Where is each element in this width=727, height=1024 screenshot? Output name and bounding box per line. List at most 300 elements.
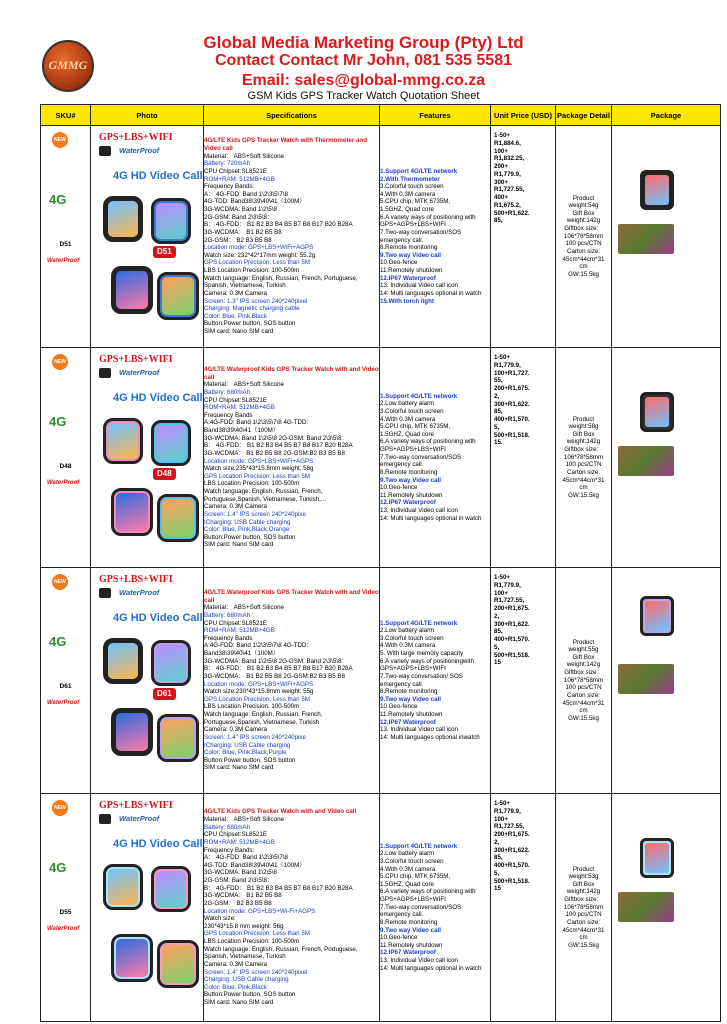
feature-item: 8.Remote monitoring bbox=[380, 468, 438, 476]
price-tier: 200+R1,675. bbox=[494, 831, 530, 838]
price-tier: 500+R1,622. bbox=[494, 209, 530, 217]
feature-item: 11.Remotely shutdown bbox=[380, 491, 443, 499]
package-detail-line: 106*78*58mm bbox=[563, 453, 604, 461]
watch-screen bbox=[645, 175, 669, 205]
price-tier: 400+R1,570. bbox=[494, 862, 530, 869]
price-tier: 5, bbox=[494, 423, 500, 431]
spec-line: Battery: 680mAh bbox=[204, 823, 251, 831]
feature-item: 7.Two-way conversation/ SOS emergency call. bbox=[380, 672, 463, 688]
feature-item: 1.5GHZ, Quad core bbox=[380, 430, 434, 438]
feature-item: 6.A variety ways of positioningwith GPS+AGPS+LBS+WIFI bbox=[380, 657, 474, 673]
spec-line: Frequency Bands: bbox=[204, 846, 255, 854]
feature-item: 8.Remote monitoring bbox=[380, 244, 438, 252]
table-row bbox=[41, 126, 721, 348]
company-name: Global Media Marketing Group (Pty) Ltd bbox=[203, 33, 524, 52]
feature-item: 2.With Thermometer bbox=[380, 175, 440, 183]
gift-box-image bbox=[618, 446, 674, 476]
feature-item: 4.With 0.3M camera bbox=[380, 415, 436, 423]
spec-line: SIM card: Nano SIM card bbox=[204, 999, 274, 1006]
package-detail-line: Product bbox=[572, 638, 595, 646]
spec-line: Button:Power button, SOS button bbox=[204, 756, 296, 764]
package-detail-cell bbox=[556, 568, 612, 794]
spec-line: 3G-WCDMA： B1 B2 B5 B8 2G-GSM:B2 B3 B5 B8 bbox=[204, 672, 345, 680]
camera-icon bbox=[99, 146, 111, 156]
spec-line: Battery: 680mAh bbox=[204, 611, 251, 619]
package-detail-line: Carton size: bbox=[566, 691, 600, 699]
col-header-package-detail: Package Detail bbox=[556, 105, 612, 126]
feature-item: 5.CPU chip, MTK 6735M, bbox=[380, 873, 451, 881]
spec-line: B： 4G-FDD： B1 B2 B3 B4 B5 B7 B8 B17 B20 B28A bbox=[204, 221, 353, 229]
feature-item: 2.Low battery alarm bbox=[380, 400, 435, 408]
spec-line: Watch size:235*43*15.8mm weight: 58g bbox=[204, 465, 314, 473]
package-detail-line: 100 pcs/CTN bbox=[565, 240, 602, 248]
spec-line: 3G-WCDMA: Band 1\2\5\8 bbox=[204, 869, 277, 877]
price-tier: 5, bbox=[494, 869, 500, 877]
new-badge: NEW bbox=[52, 574, 68, 590]
watch-image bbox=[157, 940, 199, 988]
package-detail-line: 100 pcs/CTN bbox=[565, 461, 602, 469]
model-tag: D51 bbox=[153, 246, 176, 258]
feature-item: 3.Colorful touch screen bbox=[380, 407, 444, 415]
package-detail-line: Product bbox=[572, 865, 595, 873]
spec-line: 4G-TDD: Band38\39\40\41（100M） bbox=[204, 861, 306, 869]
new-badge: NEW bbox=[52, 132, 68, 148]
video-call-label: 4G HD Video Call bbox=[113, 612, 203, 624]
spec-line: 230*43*15.8 mm weight: 56g bbox=[204, 922, 284, 930]
price-tier: 15 bbox=[494, 659, 501, 667]
sku-code: D61 bbox=[59, 683, 72, 690]
watch-screen bbox=[162, 719, 194, 757]
price-tier: 400+R1,570. bbox=[494, 636, 530, 643]
specifications-cell bbox=[204, 126, 380, 348]
spec-line: ROM+RAM: 512MB+4GB bbox=[204, 404, 275, 412]
spec-title: 4G/LTE Waterproof Kids GPS Tracker Watch with and Video call bbox=[204, 589, 379, 604]
price-tier: 1-50+ bbox=[494, 354, 510, 361]
watch-image bbox=[103, 196, 143, 242]
col-header-package: Package bbox=[612, 105, 721, 126]
package-detail-cell bbox=[556, 348, 612, 568]
product-photo bbox=[91, 126, 204, 348]
col-header-sku: SKU# bbox=[41, 105, 91, 126]
spec-line: Watch size:230*43*15.8mm weight: 55g bbox=[204, 688, 314, 696]
feature-item: 6.A variety ways of positioning with GPS+AGPS+LBS+WIFI bbox=[380, 888, 476, 904]
package-detail-line: Carton size: bbox=[566, 468, 600, 476]
spec-line: B： 4G-FDD： B1 B2 B3 B4 B5 B7 B8 B17 B20 B28A bbox=[204, 442, 353, 450]
network-4g-label: 4G bbox=[49, 860, 67, 875]
feature-item: 13. Individual Video call icon bbox=[380, 282, 458, 290]
col-header-unit-price: Unit Price (USD) bbox=[491, 105, 556, 126]
spec-line: Location mode: GPS+LBS+WiFi+AGPS bbox=[204, 457, 314, 465]
spec-line: Band38\39\40\41（100M） bbox=[204, 427, 279, 434]
watch-screen bbox=[162, 499, 194, 537]
sku-cell bbox=[41, 348, 91, 568]
package-detail-line: 100 pcs/CTN bbox=[565, 911, 602, 919]
spec-line: ROM+RAM: 512MB+4GB bbox=[204, 627, 275, 635]
watch-image bbox=[151, 198, 191, 244]
spec-line: Color: Blue, Pink,Black,Orange bbox=[204, 526, 290, 534]
spec-line: A： 4G-FDD: Band 1\2\3\5\7\8 bbox=[204, 854, 288, 862]
price-tier: 300+R1,622. bbox=[494, 846, 530, 854]
price-tier: 400+ bbox=[494, 194, 508, 201]
table-row bbox=[41, 348, 721, 568]
unit-price-cell bbox=[491, 348, 556, 568]
feature-item: 1.Support 4G/LTE network bbox=[380, 167, 458, 175]
spec-line: Color: Blue, Pink,Black bbox=[204, 983, 267, 991]
package-detail-line: Carton size: bbox=[566, 918, 600, 926]
network-4g-label: 4G bbox=[49, 634, 67, 649]
table-header-row bbox=[41, 105, 721, 126]
spec-line: Charging: USB Cable charging bbox=[204, 976, 289, 984]
price-tier: 200+R1,675. bbox=[494, 385, 530, 392]
spec-line: A:4G-FDD: Band 1\2\3\5\7\8 4G-TDD: bbox=[204, 419, 309, 427]
col-header-features: Features bbox=[380, 105, 491, 126]
spec-line: Watch language: English, Russian, French, Portuguese, Spanish, Vietnamese, Turkish bbox=[204, 274, 358, 290]
price-tier: R1,727.55, bbox=[494, 597, 525, 605]
spec-line: Material： ABS+Soft Silicone bbox=[204, 381, 284, 389]
waterproof-logo: WaterProof bbox=[47, 700, 80, 706]
package-detail-line: cm bbox=[579, 934, 588, 942]
watch-screen bbox=[156, 425, 186, 461]
spec-line: Battery: 720mAh bbox=[204, 160, 251, 168]
watch-image bbox=[640, 596, 674, 636]
spec-line: A： 4G-FDD: Band 1\2\3\5\7\8 bbox=[204, 190, 288, 198]
spec-line: Camera: 0.3M Camera bbox=[204, 289, 267, 297]
feature-item: 12.IP67 Waterproof bbox=[380, 499, 436, 507]
spec-line: Frequency Bands: bbox=[204, 183, 255, 191]
package-detail-line: weight:142g bbox=[566, 438, 601, 446]
spec-line: Frequency Bands bbox=[204, 411, 253, 419]
package-detail-line: 45cm*44cm*31 bbox=[562, 476, 605, 484]
spec-line: Watch size: 232*42*17mm weight: 55.2g bbox=[204, 251, 316, 259]
price-tier: 200+ bbox=[494, 163, 508, 170]
waterproof-label: WaterProof bbox=[119, 588, 160, 597]
quotation-table bbox=[40, 104, 721, 1022]
price-tier: R1,727.55, bbox=[494, 186, 525, 194]
feature-item: 14: Multi languages optional in watch bbox=[380, 514, 482, 522]
watch-image bbox=[111, 708, 153, 756]
price-tier: 100+ bbox=[494, 815, 508, 823]
spec-line: 3G-WCDMA： B1 B2 B5 B8 bbox=[204, 892, 282, 900]
waterproof-label: WaterProof bbox=[119, 814, 160, 823]
package-detail-cell bbox=[556, 794, 612, 1022]
spec-line: Charging: Magnetic charging cable bbox=[204, 305, 300, 313]
package-detail-line: Gift Box bbox=[572, 880, 595, 888]
gift-box-image bbox=[618, 224, 674, 254]
new-badge: NEW bbox=[52, 354, 68, 370]
sku-cell bbox=[41, 126, 91, 348]
video-call-label: 4G HD Video Call bbox=[113, 392, 203, 404]
package-detail-line: 100 pcs/CTN bbox=[565, 684, 602, 692]
feature-item: 1.5GHZ, Quad core bbox=[380, 880, 434, 888]
watch-image bbox=[103, 638, 143, 684]
feature-item: 12.IP67 Waterproof bbox=[380, 949, 436, 957]
spec-line: Color: Blue, Pink,Black bbox=[204, 312, 267, 320]
feature-item: 1.Support 4G/LTE network bbox=[380, 842, 458, 850]
spec-line: 2G-GSM: Band 2\3\5\8： bbox=[204, 877, 274, 884]
package-detail-line: GW:15.5kg bbox=[568, 491, 599, 499]
spec-line: LBS Location Precision: 100-500m bbox=[204, 703, 300, 711]
feature-item: 11.Remotely shutdown bbox=[380, 711, 443, 718]
spec-line: 2G-GSM: Band 2\3\5\8： bbox=[204, 213, 274, 221]
package-detail-line: weight:54g bbox=[568, 202, 599, 210]
watch-image bbox=[157, 494, 199, 542]
price-tier: 2, bbox=[494, 392, 500, 400]
spec-line: Material： ABS+Soft Silicone bbox=[204, 152, 284, 160]
spec-line: 3G-WCDMA: Band 1\2\5\8 bbox=[204, 206, 277, 213]
spec-line: LBS Location Precision: 100-500m bbox=[204, 267, 300, 274]
unit-price-cell bbox=[491, 126, 556, 348]
feature-item: 5.CPU chip, MTK 6735M, bbox=[380, 423, 451, 431]
model-tag: D48 bbox=[153, 468, 176, 480]
spec-line: Screen: 1.4" IPS screen 240*240pixel bbox=[204, 968, 308, 976]
sheet-title: GSM Kids GPS Tracker Watch Quotation Sheet bbox=[247, 90, 480, 102]
package-image bbox=[612, 794, 721, 1022]
feature-item: 8.Remote monitoring bbox=[380, 918, 438, 926]
spec-line: LBS Location Precision: 100-500m bbox=[204, 938, 300, 945]
spec-line: GPS Location Precision: Less than 5M bbox=[204, 472, 310, 480]
email-line: Email: sales@global-mmg.co.za bbox=[241, 72, 486, 89]
spec-line: ROM+RAM: 512MB+4GB bbox=[204, 838, 275, 846]
spec-line: GPS Location Precision: Less than 5M bbox=[204, 259, 310, 267]
price-tier: R1,727.55, bbox=[494, 823, 525, 831]
watch-screen bbox=[645, 397, 669, 427]
camera-icon bbox=[99, 368, 111, 378]
features-cell bbox=[380, 568, 491, 794]
feature-item: 15.With torch light bbox=[380, 297, 434, 305]
spec-line: Watch language: English, Russian, French, Portuguese,Spanish, Vietnamese, Turkish bbox=[204, 711, 323, 726]
package-detail-line: Product bbox=[572, 194, 595, 202]
feature-item: 6.A variety ways of positioning with GPS+AGPS+LBS+WIFI bbox=[380, 213, 476, 229]
package-detail-line: weight:55g bbox=[568, 646, 599, 654]
feature-item: 14: Multi languages optional in watch bbox=[380, 964, 482, 972]
waterproof-logo: WaterProof bbox=[47, 480, 80, 486]
package-detail-line: Carton size: bbox=[566, 247, 600, 255]
package-detail-line: weight:142g bbox=[566, 217, 601, 225]
feature-item: 10.Geo-fence bbox=[380, 484, 418, 492]
watch-screen bbox=[162, 277, 194, 315]
package-image bbox=[612, 568, 721, 794]
price-tier: 2, bbox=[494, 612, 500, 620]
features-cell bbox=[380, 794, 491, 1022]
video-call-label: 4G HD Video Call bbox=[113, 838, 203, 850]
gift-box-image bbox=[618, 664, 674, 694]
feature-item: 11.Remotely shutdown bbox=[380, 267, 443, 274]
package-detail-line: GW:15.5kg bbox=[568, 941, 599, 949]
gift-box-image bbox=[618, 892, 674, 922]
watch-image bbox=[111, 266, 153, 314]
spec-line: LBS Location Precision: 100-500m bbox=[204, 480, 300, 488]
spec-line: 3G-WCDMA： B1 B2 B5 B8 2G-GSM:B2 B3 B5 B8 bbox=[204, 449, 345, 457]
watch-screen bbox=[116, 493, 148, 531]
price-tier: 100+ bbox=[494, 589, 508, 597]
model-tag: D61 bbox=[153, 688, 176, 700]
unit-price-cell bbox=[491, 568, 556, 794]
price-tier: 100+R1,727. bbox=[494, 369, 530, 377]
price-tier: 1-50+ bbox=[494, 132, 510, 139]
spec-line: 3G-WCDMA: Band 1\2\5\8 2G-GSM: Band 2\3\5\8： bbox=[204, 657, 348, 665]
feature-item: 4.With 0.3M camera bbox=[380, 190, 436, 198]
feature-item: 1.5GHZ, Quad core bbox=[380, 206, 434, 213]
feature-item: 4.With 0.3M camera bbox=[380, 865, 436, 873]
feature-item: 6.A variety ways of positioning with GPS+AGPS+LBS+WIFI bbox=[380, 438, 476, 454]
logo-text: GMMG bbox=[48, 58, 88, 72]
watch-image bbox=[640, 838, 674, 878]
package-detail-line: Giftbox size： bbox=[564, 225, 603, 233]
feature-item: 10.Geo-fence bbox=[380, 703, 418, 711]
spec-line: Screen: 1.3" IPS screen 240*240pixel bbox=[204, 297, 308, 305]
feature-item: 1.Support 4G/LTE network bbox=[380, 392, 458, 400]
spec-line: GPS Location Precision: Less than 5M bbox=[204, 695, 310, 703]
price-tier: R1,675.2, bbox=[494, 201, 521, 209]
package-detail-line: 45cm*44cm*31 bbox=[562, 926, 605, 934]
spec-title: 4G/LTE Kids GPS Tracker Watch with and Video call bbox=[204, 808, 357, 816]
spec-line: Location mode: GPS+LBS+WiFi+AGPS bbox=[204, 680, 314, 688]
package-image bbox=[612, 126, 721, 348]
spec-line: SIM card: Nano SIM card bbox=[204, 328, 274, 335]
spec-line: Watch language: English, Russian, French, Portuguese,Spanish, Vietnamese, Turkish,... bbox=[204, 488, 326, 503]
package-detail-line: Giftbox size： bbox=[564, 669, 603, 677]
feature-item: 12.IP67 Waterproof bbox=[380, 718, 436, 726]
spec-line: CPU Chipset:SL8521E bbox=[204, 831, 267, 839]
spec-line: SIM card: Nano SIM card bbox=[204, 541, 274, 549]
feature-item: 10.Geo-fence bbox=[380, 259, 418, 267]
product-photo bbox=[91, 348, 204, 568]
watch-screen bbox=[108, 423, 138, 459]
waterproof-label: WaterProof bbox=[119, 368, 160, 377]
sku-code: D55 bbox=[59, 909, 72, 916]
feature-item: 7.Two-way conversation/SOS emergency call. bbox=[380, 903, 462, 919]
feature-item: 12.IP67 Waterproof bbox=[380, 274, 436, 282]
watch-image bbox=[640, 170, 674, 210]
price-tier: 300+R1,622. bbox=[494, 400, 530, 408]
specifications-cell bbox=[204, 348, 380, 568]
feature-item: 9.Two way Video call bbox=[380, 926, 441, 934]
feature-item: 14: Multi languages optional inwatch bbox=[380, 733, 480, 741]
feature-item: 9.Two way Video call bbox=[380, 695, 441, 703]
product-photo bbox=[91, 794, 204, 1022]
price-tier: 200+R1,675. bbox=[494, 605, 530, 612]
camera-icon bbox=[99, 588, 111, 598]
price-tier: R1,832.25, bbox=[494, 155, 525, 163]
feature-item: 3.Colorful touch screen bbox=[380, 634, 444, 642]
watch-screen bbox=[116, 271, 148, 309]
feature-item: 10.Geo-fence bbox=[380, 934, 418, 942]
spec-line: 2G-GSM： B2 B3 B5 B8 bbox=[204, 899, 272, 907]
watch-image bbox=[111, 488, 153, 536]
price-tier: 85, bbox=[494, 217, 503, 225]
spec-line: B： 4G-FDD： B1 B2 B3 B4 B5 B7 B8 B17 B20 B28A bbox=[204, 884, 353, 892]
package-detail-line: 106*78*58mm bbox=[563, 903, 604, 911]
feature-item: 11.Remotely shutdown bbox=[380, 941, 443, 949]
package-detail-line: cm bbox=[579, 707, 588, 715]
spec-line: Camera: 0.3M Camera bbox=[204, 726, 267, 734]
feature-item: 4.With 0.3M camera bbox=[380, 642, 436, 650]
col-header-specifications: Specifications bbox=[204, 105, 380, 126]
col-header-photo: Photo bbox=[91, 105, 204, 126]
price-tier: R1,779.9, bbox=[494, 170, 521, 178]
new-badge: NEW bbox=[52, 800, 68, 816]
price-tier: 2, bbox=[494, 838, 500, 846]
spec-title: 4G/LTE Kids GPS Tracker Watch with Thermometer and Video call bbox=[204, 137, 367, 152]
watch-screen bbox=[156, 871, 186, 907]
features-cell bbox=[380, 348, 491, 568]
feature-item: 7.Two-way conversation/SOS emergency call. bbox=[380, 453, 462, 469]
network-4g-label: 4G bbox=[49, 192, 67, 207]
spec-line: GPS Location Precision: Less than 5M bbox=[204, 930, 310, 938]
spec-line: Color: Blue, Pink,Black,Purple bbox=[204, 749, 287, 757]
package-detail-cell bbox=[556, 126, 612, 348]
package-detail-line: 106*78*58mm bbox=[563, 676, 604, 684]
waterproof-logo: WaterProof bbox=[47, 926, 80, 932]
watch-screen bbox=[108, 869, 138, 905]
spec-line: ICharging: USB Cable charging bbox=[204, 741, 291, 749]
price-tier: 85, bbox=[494, 854, 503, 862]
watch-screen bbox=[156, 645, 186, 681]
spec-line: CPU Chipset:SL8521E bbox=[204, 167, 267, 175]
spec-line: Location mode: GPS+LBS+Wi-Fi+AGPS bbox=[204, 907, 316, 915]
price-tier: 100+ bbox=[494, 147, 508, 155]
table-row bbox=[41, 794, 721, 1022]
spec-line: 3G-WCDMA: Band 1\2\5\8 2G-GSM: Band 2\3\5\8： bbox=[204, 434, 348, 442]
package-detail-line: Giftbox size： bbox=[564, 446, 603, 454]
camera-icon bbox=[99, 814, 111, 824]
spec-line: 2G-GSM： B2 B3 B5 B8 bbox=[204, 236, 272, 244]
spec-line: CPU Chipset:SL8521E bbox=[204, 396, 267, 404]
spec-line: Material： ABS+Soft Silicone bbox=[204, 604, 284, 612]
watch-screen bbox=[645, 843, 669, 873]
waterproof-logo: WaterProof bbox=[47, 258, 80, 264]
sku-code: D48 bbox=[59, 463, 72, 470]
spec-line: Button:Power button, SOS button bbox=[204, 320, 296, 328]
spec-line: B： 4G-FDD： B1 B2 B3 B4 B5 B7 B8 B17 B20 B28A bbox=[204, 665, 353, 673]
price-tier: 300+ bbox=[494, 178, 508, 186]
spec-line: Battery: 680mAh bbox=[204, 388, 251, 396]
watch-image bbox=[157, 272, 199, 320]
watch-image bbox=[640, 392, 674, 432]
feature-item: 2.Low battery alarm bbox=[380, 627, 435, 635]
feature-item: 14: Multi languages optional in watch bbox=[380, 289, 482, 297]
package-detail-line: Product bbox=[572, 415, 595, 423]
gps-lbs-wifi-label: GPS+LBS+WIFI bbox=[99, 800, 173, 811]
sku-code: D51 bbox=[59, 241, 72, 248]
spec-line: Button:Power button, SOS button bbox=[204, 991, 296, 999]
spec-title: 4G/LTE Waterproof Kids GPS Tracker Watch with and Video call bbox=[204, 366, 379, 381]
watch-image bbox=[111, 934, 153, 982]
spec-line: Watch language: English, Russian, French, Portuguese, Spanish, Vietnamese, Turkish bbox=[204, 945, 358, 961]
spec-line: Material： ABS+Soft Silicone bbox=[204, 816, 284, 823]
product-photo bbox=[91, 568, 204, 794]
price-tier: 85, bbox=[494, 628, 503, 636]
price-tier: R1,779.9, bbox=[494, 807, 521, 815]
spec-line: 4G-TDD: Band38\39\40\41（100M） bbox=[204, 198, 306, 206]
spec-line: ICharging: USB Cable charging bbox=[204, 518, 291, 526]
spec-line: 3G-WCDMA： B1 B2 B5 B8 bbox=[204, 228, 282, 236]
feature-item: 9.Two way Video call bbox=[380, 251, 441, 259]
watch-screen bbox=[108, 201, 138, 237]
feature-item: 5.CPU chip, MTK 6735M, bbox=[380, 198, 451, 206]
spec-line: Button:Power button, SOS button bbox=[204, 533, 296, 541]
watch-image bbox=[151, 640, 191, 686]
package-detail-line: Gift Box bbox=[572, 209, 595, 217]
watch-screen bbox=[116, 939, 148, 977]
feature-item: 3.Colorful touch screen bbox=[380, 183, 444, 191]
table-row bbox=[41, 568, 721, 794]
feature-item: 7.Two-way conversation/SOS emergency call. bbox=[380, 228, 462, 244]
price-tier: R1,884.6, bbox=[494, 139, 521, 147]
package-detail-line: GW:15.5kg bbox=[568, 714, 599, 722]
sku-cell bbox=[41, 794, 91, 1022]
unit-price-cell bbox=[491, 794, 556, 1022]
